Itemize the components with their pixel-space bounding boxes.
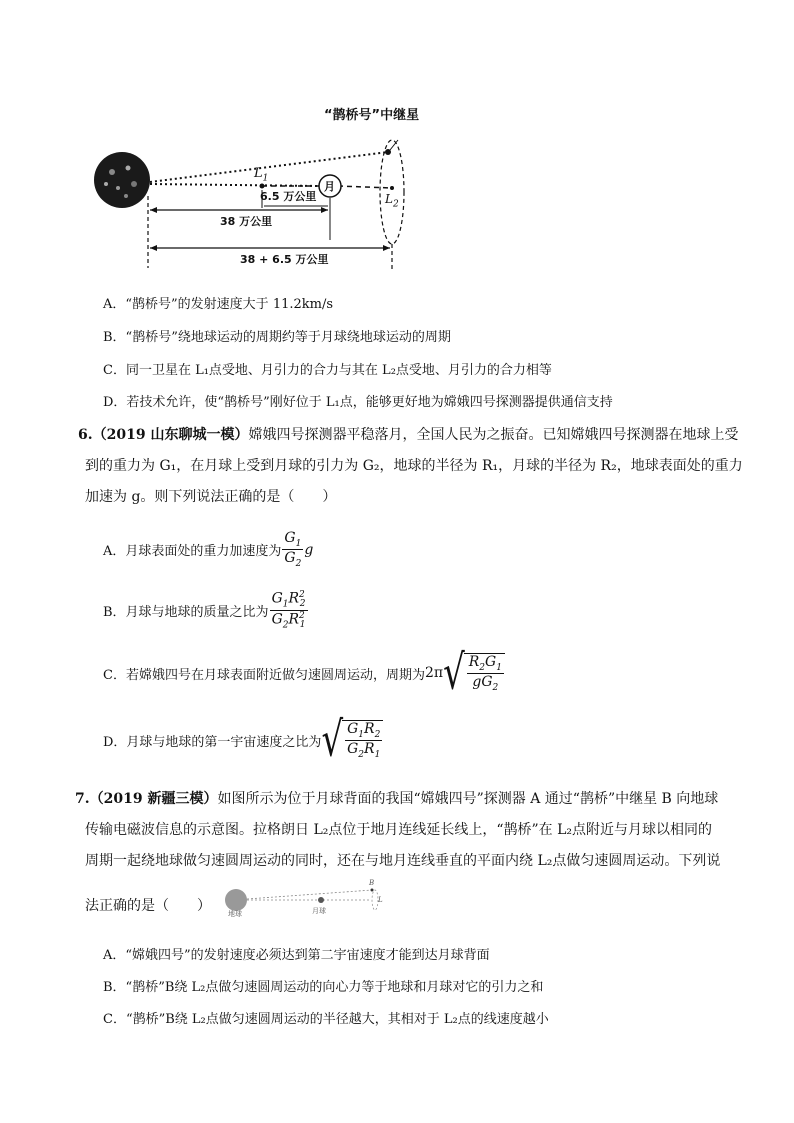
figure-q7: [220, 879, 390, 918]
q7-option-a: A．“嫦娥四号”的发射速度必须达到第二宇宙速度才能到达月球背面: [103, 948, 490, 963]
distance-38-label: 38 万公里: [220, 215, 273, 228]
l1-label: $L_1$: [254, 166, 269, 184]
fraction-mass-ratio: $\frac{G_1R^2_2}{G_2R^2_1}$: [271, 590, 306, 631]
q6-option-d: D．月球与地球的第一宇宙速度之比为 √ $\frac{G_1R_2}{G_2R_1}$: [103, 720, 383, 760]
fraction-g1-g2: $\frac{G_1}{G_2}$: [284, 530, 302, 569]
distance-sum-label: 38 + 6.5 万公里: [240, 253, 329, 266]
q7-option-b: B．“鹊桥”B绕 L₂点做匀速圆周运动的向心力等于地球和月球对它的引力之和: [103, 980, 544, 995]
fig-l2-label: L: [378, 896, 383, 904]
q5-option-d: D．若技术允许，使“鹊桥号”刚好位于 L₁点，能够更好地为嫦娥四号探测器提供通信支持: [103, 395, 613, 410]
sqrt-period: √ $\frac{R_2G_1}{gG_2}$: [443, 653, 505, 693]
q6-number: 6.: [78, 427, 93, 443]
moon-small-icon: [318, 897, 324, 903]
q6-stem-line1: [78, 424, 738, 444]
q5-option-c: C．同一卫星在 L₁点受地、月引力的合力与其在 L₂点受地、月引力的合力相等: [103, 363, 552, 378]
l2-label: $L_2$: [385, 192, 399, 210]
q5-option-b: B．“鹊桥号”绕地球运动的周期约等于月球绕地球运动的周期: [103, 330, 451, 345]
fig-earth-label: 地球: [228, 910, 242, 918]
satellite-b-icon: [371, 889, 374, 892]
l2-point: [390, 186, 394, 190]
q7-stem-line2: 传输电磁波信息的示意图。拉格朗日 L₂点位于地月连线延长线上，“鹊桥”在 L₂点附近与月球以相同的: [85, 822, 713, 838]
sqrt-velocity-ratio: √ $\frac{G_1R_2}{G_2R_1}$: [321, 720, 383, 760]
q6-option-c: C．若嫦娥四号在月球表面附近做匀速圆周运动，周期为 2π √ $\frac{R_2G_1}{gG_2}$: [103, 653, 505, 693]
q7-text-1: 如图所示为位于月球背面的我国“嫦娥四号”探测器 A 通过“鹊桥”中继星 B 向地球: [217, 791, 719, 807]
fig-b-label: B: [369, 879, 375, 887]
distance-6-5-label: 6.5 万公里: [260, 190, 317, 203]
q5-option-a: A．“鹊桥号”的发射速度大于 11.2km/s: [103, 297, 334, 312]
figure-title: “鹊桥号”中继星: [324, 108, 420, 123]
q7-option-c: C．“鹊桥”B绕 L₂点做匀速圆周运动的半径越大，其相对于 L₂点的线速度越小: [103, 1012, 549, 1027]
moon-label: 月: [324, 180, 335, 193]
q6-option-a: A．月球表面处的重力加速度为 $\frac{G_1}{G_2}$ g: [103, 530, 314, 569]
q6-option-b: B．月球与地球的质量之比为 $\frac{G_1R^2_2}{G_2R^2_1}$: [103, 590, 306, 631]
earth-small-icon: [225, 889, 247, 911]
q6-stem-line3: 加速为 g。则下列说法正确的是（ ）: [85, 489, 337, 505]
figure-queqiao: [80, 100, 440, 280]
q7-number: 7.: [75, 791, 90, 807]
q7-stem-line3: 周期一起绕地球做匀速圆周运动的同时，还在与地月连线垂直的平面内绕 L₂点做匀速圆周运动。下列说: [85, 853, 721, 869]
q7-source: （2019 新疆三模）: [89, 791, 218, 807]
q6-source: （2019 山东聊城一模）: [92, 427, 249, 443]
q6-text-1: 嫦娥四号探测器平稳落月，全国人民为之振奋。已知嫦娥四号探测器在地球上受: [248, 427, 739, 443]
fig-moon-label: 月球: [312, 907, 326, 915]
q7-stem-line1: [75, 788, 718, 808]
earth-icon: [94, 152, 150, 208]
q6-stem-line2: 到的重力为 G₁，在月球上受到月球的引力为 G₂，地球的半径为 R₁，月球的半径为 R₂，地球表面处的重力: [85, 458, 743, 474]
q7-stem-line4: 法正确的是（ ）: [85, 898, 211, 914]
